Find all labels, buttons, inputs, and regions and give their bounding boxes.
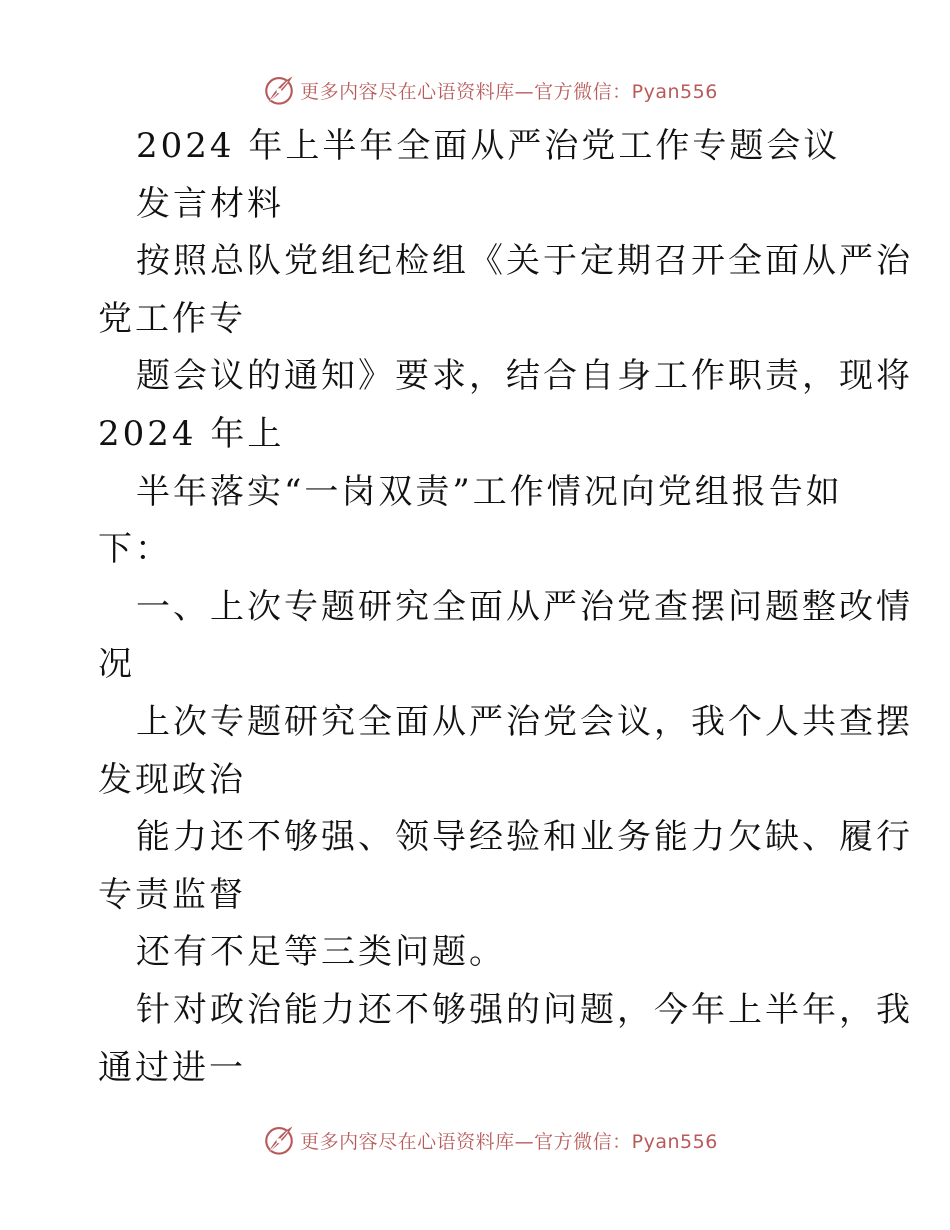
paragraph-line: 发现政治: [98, 759, 246, 800]
watermark-text: 更多内容尽在心语资料库—官方微信：Pyan556: [300, 80, 718, 103]
paragraph-line: 题会议的通知》要求，结合自身工作职责，现将: [136, 356, 913, 397]
feather-pen-logo-icon: [262, 73, 296, 107]
watermark-text: 更多内容尽在心语资料库—官方微信：Pyan556: [300, 1130, 718, 1153]
title-line-1: 2024 年上半年全面从严治党工作专题会议: [136, 126, 841, 166]
section-heading-line: 况: [98, 644, 135, 685]
section-heading-line: 一、上次专题研究全面从严治党查摆问题整改情: [136, 586, 913, 627]
paragraph-line: 针对政治能力还不够强的问题，今年上半年，我: [136, 989, 913, 1030]
paragraph-line: 下：: [98, 529, 172, 570]
paragraph-line: 还有不足等三类问题。: [136, 932, 506, 973]
title-line-2: 发言材料: [136, 183, 284, 224]
paragraph-line: 专责监督: [98, 874, 246, 915]
paragraph-line: 通过进一: [98, 1047, 246, 1088]
feather-pen-logo-icon: [262, 1123, 296, 1157]
paragraph-line: 2024 年上: [98, 413, 285, 454]
footer-watermark: [0, 1120, 950, 1160]
paragraph-line: 半年落实“一岗双责”工作情况向党组报告如: [136, 471, 843, 512]
paragraph-line: 能力还不够强、领导经验和业务能力欠缺、履行: [136, 817, 913, 858]
paragraph-line: 党工作专: [98, 298, 246, 339]
header-watermark: [0, 70, 950, 110]
paragraph-line: 上次专题研究全面从严治党会议，我个人共查摆: [136, 701, 913, 742]
paragraph-line: 按照总队党组纪检组《关于定期召开全面从严治: [136, 241, 913, 282]
document-body: [98, 118, 913, 1097]
